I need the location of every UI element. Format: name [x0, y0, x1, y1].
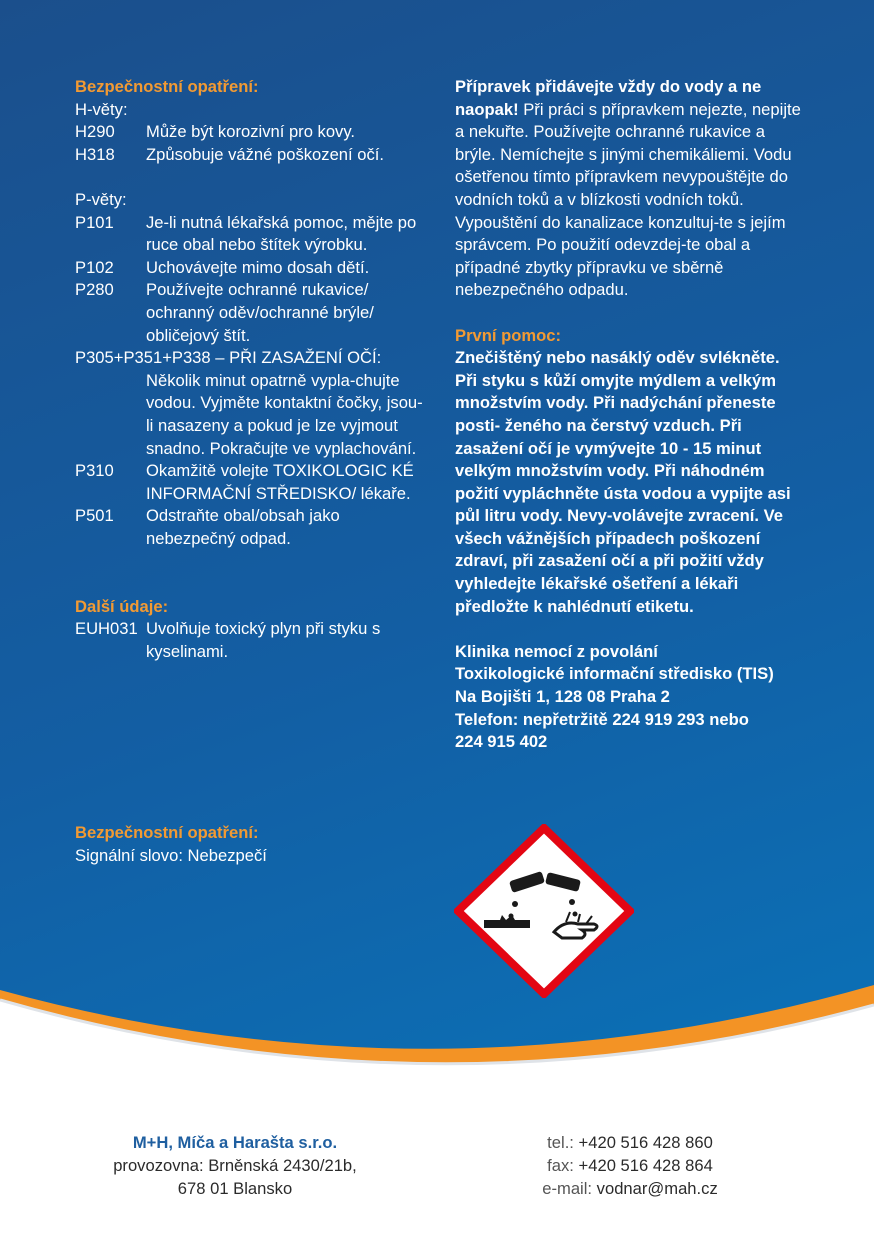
clinic-line: Telefon: nepřetržitě 224 919 293 nebo	[455, 709, 749, 729]
euh-text: Uvolňuje toxický plyn při styku s kyselinami.	[146, 619, 381, 661]
p-code: P101	[75, 212, 114, 232]
email-label: e-mail:	[542, 1179, 593, 1198]
p-code: P501	[75, 506, 114, 526]
fax-value: +420 516 428 864	[578, 1156, 713, 1175]
address-line: Brněnská 2430/21b,	[208, 1156, 357, 1175]
usage-warning: Přípravek přidávejte vždy do vody a ne naopak!	[455, 77, 762, 119]
clinic-line: Toxikologické informační středisko (TIS)	[455, 664, 774, 684]
hazard-statements-column	[75, 76, 425, 663]
fax-label: fax:	[547, 1156, 574, 1175]
contact-fax	[500, 1154, 760, 1177]
address-line: 678 01 Blansko	[177, 1179, 293, 1198]
clinic-line: Klinika nemocí z povolání	[455, 641, 658, 661]
p-code: P280	[75, 280, 114, 300]
p-statement	[75, 505, 425, 550]
first-aid-text: Znečištěný nebo nasáklý oděv svlékněte. Při styku s kůží omyjte mýdlem a velkým množstvím vody. Při nadýchání přeneste posti- ženého na čerstvý vzduch. Při zasažení očí je vymývejte 10 - 15 minut velkým množstvím vody. Při náhodném požití vypláchněte ústa vodou a vypijte asi půl litru vody. Nevy-volávejte zvracení. Ve všech vážnějších případech poškození zdraví, při zasažení očí a při požití vždy vyhledejte lékařské ošetření a lékaři předložte k nahlédnutí etiketu.	[455, 348, 791, 616]
usage-instructions	[455, 76, 805, 302]
company-address	[85, 1154, 385, 1177]
decorative-wave	[0, 960, 874, 1130]
h-code: H318	[75, 144, 115, 164]
signal-word-block	[75, 822, 267, 867]
h-text: Způsobuje vážné poškození očí.	[146, 144, 384, 164]
first-aid-heading: První pomoc:	[455, 325, 562, 345]
clinic-line: 224 915 402	[455, 732, 548, 752]
p-text: Uchovávejte mimo dosah dětí.	[146, 257, 370, 277]
other-info-heading: Další údaje:	[75, 596, 169, 616]
p305-text: Několik minut opatrně vypla-chujte vodou. Vyjměte kontaktní čočky, jsou-li nasazeny a pokud je lze vyjmout snadno. Pokračujte ve vyplachování.	[146, 370, 423, 458]
p-text: Je-li nutná lékařská pomoc, mějte po ruce obal nebo štítek výrobku.	[146, 212, 417, 255]
p-code: P102	[75, 257, 114, 277]
h-code: H290	[75, 122, 115, 142]
h-label: H-věty:	[75, 99, 128, 119]
h-statement	[75, 144, 425, 167]
p-label: P-věty:	[75, 189, 127, 209]
footer-contact	[500, 1131, 760, 1200]
signal-heading: Bezpečnostní opatření:	[75, 823, 259, 842]
p-statement	[75, 279, 425, 347]
p-code: P310	[75, 461, 114, 481]
euh-code: EUH031	[75, 619, 138, 639]
clinic-line: Na Bojišti 1, 128 08 Praha 2	[455, 687, 670, 707]
tel-label: tel.:	[547, 1133, 574, 1152]
email-link[interactable]: vodnar@mah.cz	[596, 1179, 718, 1198]
h-statement	[75, 121, 425, 144]
contact-email	[500, 1177, 760, 1200]
contact-tel	[500, 1131, 760, 1154]
instructions-column	[455, 76, 805, 754]
p-statement	[75, 257, 425, 280]
h-text: Může být korozivní pro kovy.	[146, 122, 356, 142]
p-statement	[75, 212, 425, 257]
p305-code: P305+P351+P338 – PŘI ZASAŽENÍ OČÍ:	[75, 348, 382, 368]
tel-value[interactable]: +420 516 428 860	[578, 1133, 713, 1152]
p-statement	[75, 460, 425, 505]
signal-text: Signální slovo: Nebezpečí	[75, 845, 267, 865]
site-label: provozovna:	[113, 1156, 204, 1175]
footer-company	[85, 1131, 385, 1200]
safety-heading: Bezpečnostní opatření:	[75, 77, 259, 96]
p-text: Okamžitě volejte TOXIKOLOGIC KÉ INFORMAČNÍ STŘEDISKO/ lékaře.	[146, 461, 414, 503]
company-name: M+H, Míča a Harašta s.r.o.	[132, 1133, 338, 1152]
p-text: Používejte ochranné rukavice/ ochranný oděv/ochranné brýle/ obličejový štít.	[146, 280, 374, 345]
corrosive-ghs05-icon	[454, 824, 634, 998]
usage-text: Při práci s přípravkem nejezte, nepijte a nekuřte. Používejte ochranné rukavice a brýle. Nemíchejte s jinými chemikáliemi. Vodu ošetřenou tímto přípravkem nevypouštějte do vodních toků a v blízkosti vodních toků. Vypouštění do kanalizace konzultuj-te s jejím správcem. Po použití odevzdej-te obal a případné zbytky přípravku ve sběrně nebezpečného odpadu.	[455, 99, 801, 300]
euh-statement	[75, 618, 425, 663]
p-text: Odstraňte obal/obsah jako nebezpečný odpad.	[146, 506, 340, 548]
